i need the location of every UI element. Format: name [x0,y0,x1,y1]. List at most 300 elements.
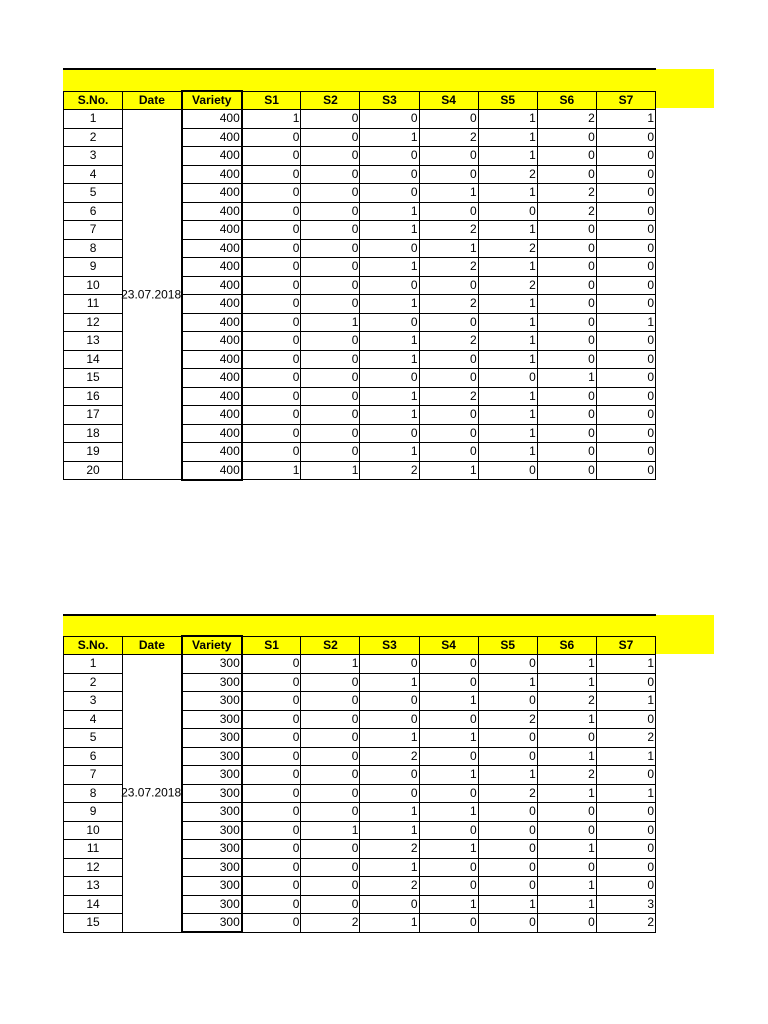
sample-s3-cell: 0 [360,147,419,166]
variety-cell: 400 [182,424,242,443]
sample-s4-cell: 0 [419,914,478,933]
sample-s3-cell: 0 [360,784,419,803]
sample-s2-cell: 0 [301,784,360,803]
serial-number-cell: 12 [64,313,123,332]
sample-s1-cell: 0 [242,673,301,692]
sample-s6-cell: 1 [537,747,596,766]
variety-cell: 400 [182,350,242,369]
serial-number-cell: 19 [64,443,123,462]
sample-s7-cell: 1 [596,692,655,711]
sample-s5-cell: 1 [478,766,537,785]
sample-s1-cell: 0 [242,821,301,840]
sample-s5-cell: 1 [478,673,537,692]
sample-s2-cell: 0 [301,747,360,766]
serial-number-cell: 5 [64,729,123,748]
variety-cell: 400 [182,184,242,203]
sample-s1-cell: 0 [242,692,301,711]
sample-s4-cell: 1 [419,729,478,748]
sample-s6-cell: 2 [537,110,596,129]
sample-s1-cell: 0 [242,877,301,896]
sample-s4-cell: 2 [419,221,478,240]
column-header-variety: Variety [182,91,242,110]
sample-s4-cell: 0 [419,821,478,840]
sample-s7-cell: 1 [596,313,655,332]
sample-s5-cell: 1 [478,128,537,147]
sample-s1-cell: 0 [242,221,301,240]
variety-cell: 400 [182,202,242,221]
sample-s3-cell: 1 [360,858,419,877]
sample-s2-cell: 0 [301,295,360,314]
variety-cell: 400 [182,313,242,332]
variety-cell: 400 [182,443,242,462]
sample-s6-cell: 1 [537,877,596,896]
column-header-s2: S2 [301,636,360,655]
variety-cell: 300 [182,655,242,674]
sample-s7-cell: 0 [596,295,655,314]
sample-s1-cell: 0 [242,766,301,785]
sample-s4-cell: 0 [419,350,478,369]
sample-s5-cell: 0 [478,914,537,933]
sample-s7-cell: 0 [596,858,655,877]
sample-s6-cell: 0 [537,276,596,295]
sample-s6-cell: 0 [537,239,596,258]
table-row [64,110,656,129]
sample-s4-cell: 1 [419,239,478,258]
sample-s7-cell: 2 [596,729,655,748]
variety-cell: 400 [182,332,242,351]
sample-s3-cell: 0 [360,710,419,729]
sample-s5-cell: 0 [478,692,537,711]
serial-number-cell: 7 [64,766,123,785]
sample-s5-cell: 1 [478,295,537,314]
sample-s3-cell: 1 [360,406,419,425]
sample-s4-cell: 2 [419,332,478,351]
column-header-s4: S4 [419,91,478,110]
date-cell [123,655,182,933]
sample-s3-cell: 1 [360,914,419,933]
sample-s4-cell: 1 [419,895,478,914]
sample-s7-cell: 0 [596,461,655,480]
sample-s4-cell: 0 [419,784,478,803]
sample-s7-cell: 0 [596,821,655,840]
sample-s7-cell: 0 [596,673,655,692]
sample-s5-cell: 0 [478,461,537,480]
sample-s2-cell: 0 [301,766,360,785]
column-header-s4: S4 [419,636,478,655]
sample-s4-cell: 0 [419,858,478,877]
sample-s4-cell: 0 [419,877,478,896]
sample-s1-cell: 0 [242,655,301,674]
sample-s6-cell: 1 [537,784,596,803]
sample-s2-cell: 1 [301,821,360,840]
header-row [64,636,656,655]
sample-s2-cell: 0 [301,165,360,184]
sample-s7-cell: 0 [596,424,655,443]
sample-s5-cell: 1 [478,424,537,443]
sample-s3-cell: 2 [360,747,419,766]
sample-s6-cell: 1 [537,710,596,729]
variety-cell: 300 [182,692,242,711]
sample-s2-cell: 0 [301,128,360,147]
sample-s4-cell: 1 [419,840,478,859]
sample-s7-cell: 0 [596,766,655,785]
sample-s5-cell: 1 [478,258,537,277]
variety-cell: 300 [182,821,242,840]
sample-s7-cell: 1 [596,784,655,803]
sample-s3-cell: 1 [360,295,419,314]
variety-cell: 400 [182,128,242,147]
serial-number-cell: 3 [64,147,123,166]
sample-s1-cell: 0 [242,387,301,406]
sample-s4-cell: 0 [419,276,478,295]
serial-number-cell: 4 [64,710,123,729]
serial-number-cell: 2 [64,673,123,692]
serial-number-cell: 10 [64,276,123,295]
sample-s2-cell: 0 [301,406,360,425]
serial-number-cell: 15 [64,914,123,933]
serial-number-cell: 9 [64,258,123,277]
sample-s7-cell: 0 [596,147,655,166]
sample-s2-cell: 0 [301,424,360,443]
sample-s7-cell: 0 [596,239,655,258]
sample-s4-cell: 0 [419,369,478,388]
sample-s7-cell: 1 [596,655,655,674]
sample-s4-cell: 0 [419,710,478,729]
sample-s2-cell: 0 [301,221,360,240]
sample-s4-cell: 1 [419,184,478,203]
sample-s5-cell: 0 [478,858,537,877]
sample-s6-cell: 2 [537,184,596,203]
sample-s3-cell: 1 [360,221,419,240]
variety-cell: 300 [182,803,242,822]
sample-s5-cell: 1 [478,895,537,914]
sample-s2-cell: 0 [301,710,360,729]
sample-s3-cell: 1 [360,387,419,406]
sample-s4-cell: 2 [419,387,478,406]
sample-s4-cell: 1 [419,766,478,785]
sample-s7-cell: 1 [596,747,655,766]
sample-s5-cell: 2 [478,784,537,803]
sample-s1-cell: 0 [242,784,301,803]
sample-s6-cell: 0 [537,258,596,277]
sample-s2-cell: 0 [301,877,360,896]
sample-s3-cell: 1 [360,443,419,462]
sample-s6-cell: 0 [537,424,596,443]
serial-number-cell: 10 [64,821,123,840]
sample-s2-cell: 0 [301,350,360,369]
sample-s7-cell: 0 [596,387,655,406]
sample-s6-cell: 1 [537,895,596,914]
date-value: 23.07.2018 [121,287,182,301]
sample-s6-cell: 0 [537,406,596,425]
sample-s6-cell: 1 [537,673,596,692]
variety-cell: 300 [182,729,242,748]
title-band-line-1 [63,68,656,70]
sample-s7-cell: 0 [596,406,655,425]
column-header-variety: Variety [182,636,242,655]
sample-s3-cell: 0 [360,655,419,674]
serial-number-cell: 9 [64,803,123,822]
serial-number-cell: 13 [64,332,123,351]
sample-s1-cell: 1 [242,461,301,480]
sample-s5-cell: 1 [478,147,537,166]
sample-s5-cell: 0 [478,821,537,840]
sample-s1-cell: 0 [242,747,301,766]
column-header-s1: S1 [242,636,301,655]
sample-s6-cell: 2 [537,766,596,785]
serial-number-cell: 5 [64,184,123,203]
sample-s6-cell: 1 [537,840,596,859]
sample-s6-cell: 0 [537,221,596,240]
sample-s3-cell: 1 [360,202,419,221]
sample-s2-cell: 0 [301,276,360,295]
sample-s1-cell: 0 [242,350,301,369]
variety-cell: 300 [182,914,242,933]
sample-s4-cell: 0 [419,313,478,332]
variety-cell: 300 [182,747,242,766]
sample-s2-cell: 0 [301,729,360,748]
sample-s2-cell: 0 [301,369,360,388]
date-value: 23.07.2018 [121,785,182,800]
sample-s1-cell: 0 [242,239,301,258]
sample-s1-cell: 0 [242,406,301,425]
sample-s1-cell: 0 [242,258,301,277]
sample-s5-cell: 0 [478,655,537,674]
serial-number-cell: 1 [64,655,123,674]
sample-s2-cell: 0 [301,387,360,406]
serial-number-cell: 13 [64,877,123,896]
sample-s3-cell: 2 [360,877,419,896]
data-table-1 [63,90,656,481]
sample-s2-cell: 0 [301,332,360,351]
sample-s7-cell: 0 [596,443,655,462]
variety-cell: 400 [182,147,242,166]
variety-cell: 300 [182,710,242,729]
sample-s2-cell: 0 [301,239,360,258]
sample-s2-cell: 0 [301,184,360,203]
sample-s2-cell: 0 [301,895,360,914]
serial-number-cell: 7 [64,221,123,240]
sample-s2-cell: 1 [301,461,360,480]
sample-s1-cell: 0 [242,443,301,462]
sample-s1-cell: 0 [242,313,301,332]
sample-s1-cell: 1 [242,110,301,129]
sample-s6-cell: 0 [537,313,596,332]
sample-s4-cell: 0 [419,424,478,443]
column-header-s6: S6 [537,636,596,655]
sample-s3-cell: 0 [360,692,419,711]
sample-s5-cell: 0 [478,747,537,766]
sample-s4-cell: 2 [419,295,478,314]
sample-s7-cell: 0 [596,877,655,896]
sample-s3-cell: 0 [360,369,419,388]
sample-s5-cell: 0 [478,369,537,388]
column-header-s7: S7 [596,636,655,655]
sample-s3-cell: 1 [360,821,419,840]
column-header-sno: S.No. [64,636,123,655]
sample-s1-cell: 0 [242,295,301,314]
sample-s5-cell: 1 [478,221,537,240]
sample-s6-cell: 0 [537,350,596,369]
sample-s6-cell: 0 [537,461,596,480]
sample-s1-cell: 0 [242,147,301,166]
variety-cell: 300 [182,895,242,914]
sample-s5-cell: 0 [478,803,537,822]
variety-cell: 400 [182,369,242,388]
sample-s5-cell: 1 [478,313,537,332]
sample-s7-cell: 1 [596,110,655,129]
sample-s5-cell: 1 [478,387,537,406]
sample-s3-cell: 0 [360,184,419,203]
serial-number-cell: 6 [64,747,123,766]
sample-s7-cell: 0 [596,258,655,277]
sample-s5-cell: 2 [478,165,537,184]
column-header-s3: S3 [360,636,419,655]
sample-s1-cell: 0 [242,803,301,822]
sample-s6-cell: 0 [537,858,596,877]
sample-s4-cell: 0 [419,202,478,221]
sample-s7-cell: 0 [596,350,655,369]
variety-cell: 300 [182,877,242,896]
sample-s1-cell: 0 [242,729,301,748]
serial-number-cell: 2 [64,128,123,147]
serial-number-cell: 16 [64,387,123,406]
data-table-2 [63,635,656,933]
sample-s3-cell: 1 [360,673,419,692]
serial-number-cell: 18 [64,424,123,443]
variety-cell: 400 [182,461,242,480]
variety-cell: 300 [182,673,242,692]
sample-s5-cell: 2 [478,276,537,295]
variety-cell: 400 [182,110,242,129]
serial-number-cell: 17 [64,406,123,425]
sample-s6-cell: 2 [537,202,596,221]
serial-number-cell: 11 [64,295,123,314]
sample-s7-cell: 0 [596,202,655,221]
sample-s3-cell: 0 [360,239,419,258]
variety-cell: 300 [182,784,242,803]
sample-s4-cell: 0 [419,165,478,184]
variety-cell: 400 [182,406,242,425]
sample-s5-cell: 1 [478,332,537,351]
sample-s1-cell: 0 [242,165,301,184]
sample-s2-cell: 0 [301,858,360,877]
sample-s5-cell: 1 [478,184,537,203]
sample-s7-cell: 0 [596,332,655,351]
sample-s1-cell: 0 [242,184,301,203]
sample-s3-cell: 0 [360,424,419,443]
sample-s1-cell: 0 [242,840,301,859]
sample-s6-cell: 0 [537,332,596,351]
date-cell [123,110,182,480]
sample-s3-cell: 1 [360,128,419,147]
sample-s2-cell: 0 [301,147,360,166]
sample-s2-cell: 0 [301,202,360,221]
sample-s5-cell: 0 [478,877,537,896]
sample-s3-cell: 0 [360,165,419,184]
serial-number-cell: 8 [64,239,123,258]
sample-s7-cell: 0 [596,184,655,203]
sample-s2-cell: 0 [301,803,360,822]
sample-s6-cell: 1 [537,369,596,388]
sample-s7-cell: 0 [596,710,655,729]
serial-number-cell: 15 [64,369,123,388]
column-header-s3: S3 [360,91,419,110]
serial-number-cell: 12 [64,858,123,877]
serial-number-cell: 14 [64,350,123,369]
variety-cell: 300 [182,840,242,859]
variety-cell: 400 [182,387,242,406]
sample-s1-cell: 0 [242,332,301,351]
sample-s6-cell: 2 [537,692,596,711]
sample-s4-cell: 1 [419,692,478,711]
sample-s4-cell: 0 [419,747,478,766]
sample-s7-cell: 0 [596,840,655,859]
sample-s5-cell: 1 [478,110,537,129]
sample-s3-cell: 2 [360,461,419,480]
sample-s4-cell: 1 [419,461,478,480]
sample-s3-cell: 0 [360,766,419,785]
sample-s7-cell: 0 [596,221,655,240]
sample-s4-cell: 0 [419,443,478,462]
sample-s1-cell: 0 [242,128,301,147]
variety-cell: 400 [182,295,242,314]
column-header-s6: S6 [537,91,596,110]
sample-s7-cell: 3 [596,895,655,914]
sample-s3-cell: 1 [360,332,419,351]
sample-s5-cell: 1 [478,406,537,425]
sample-s2-cell: 0 [301,692,360,711]
sample-s6-cell: 0 [537,443,596,462]
sample-s7-cell: 0 [596,128,655,147]
sample-s4-cell: 2 [419,258,478,277]
sample-s6-cell: 0 [537,387,596,406]
variety-cell: 400 [182,239,242,258]
sample-s2-cell: 2 [301,914,360,933]
sample-s7-cell: 2 [596,914,655,933]
sample-s1-cell: 0 [242,369,301,388]
sample-s4-cell: 0 [419,110,478,129]
sample-s3-cell: 1 [360,729,419,748]
sample-s2-cell: 0 [301,110,360,129]
sample-s4-cell: 1 [419,803,478,822]
serial-number-cell: 20 [64,461,123,480]
sample-s1-cell: 0 [242,895,301,914]
sample-s6-cell: 0 [537,147,596,166]
sample-s2-cell: 0 [301,673,360,692]
column-header-s5: S5 [478,91,537,110]
column-header-s1: S1 [242,91,301,110]
serial-number-cell: 3 [64,692,123,711]
serial-number-cell: 4 [64,165,123,184]
serial-number-cell: 11 [64,840,123,859]
sample-s3-cell: 0 [360,276,419,295]
variety-cell: 400 [182,276,242,295]
column-header-s5: S5 [478,636,537,655]
sample-s7-cell: 0 [596,369,655,388]
sample-s1-cell: 0 [242,202,301,221]
sample-s5-cell: 2 [478,710,537,729]
sample-s6-cell: 0 [537,295,596,314]
variety-cell: 400 [182,165,242,184]
sample-s5-cell: 1 [478,443,537,462]
sample-s4-cell: 0 [419,655,478,674]
sample-s3-cell: 1 [360,803,419,822]
title-band-line-2 [63,614,656,616]
sample-s5-cell: 1 [478,350,537,369]
sample-s5-cell: 0 [478,202,537,221]
sample-s5-cell: 0 [478,840,537,859]
